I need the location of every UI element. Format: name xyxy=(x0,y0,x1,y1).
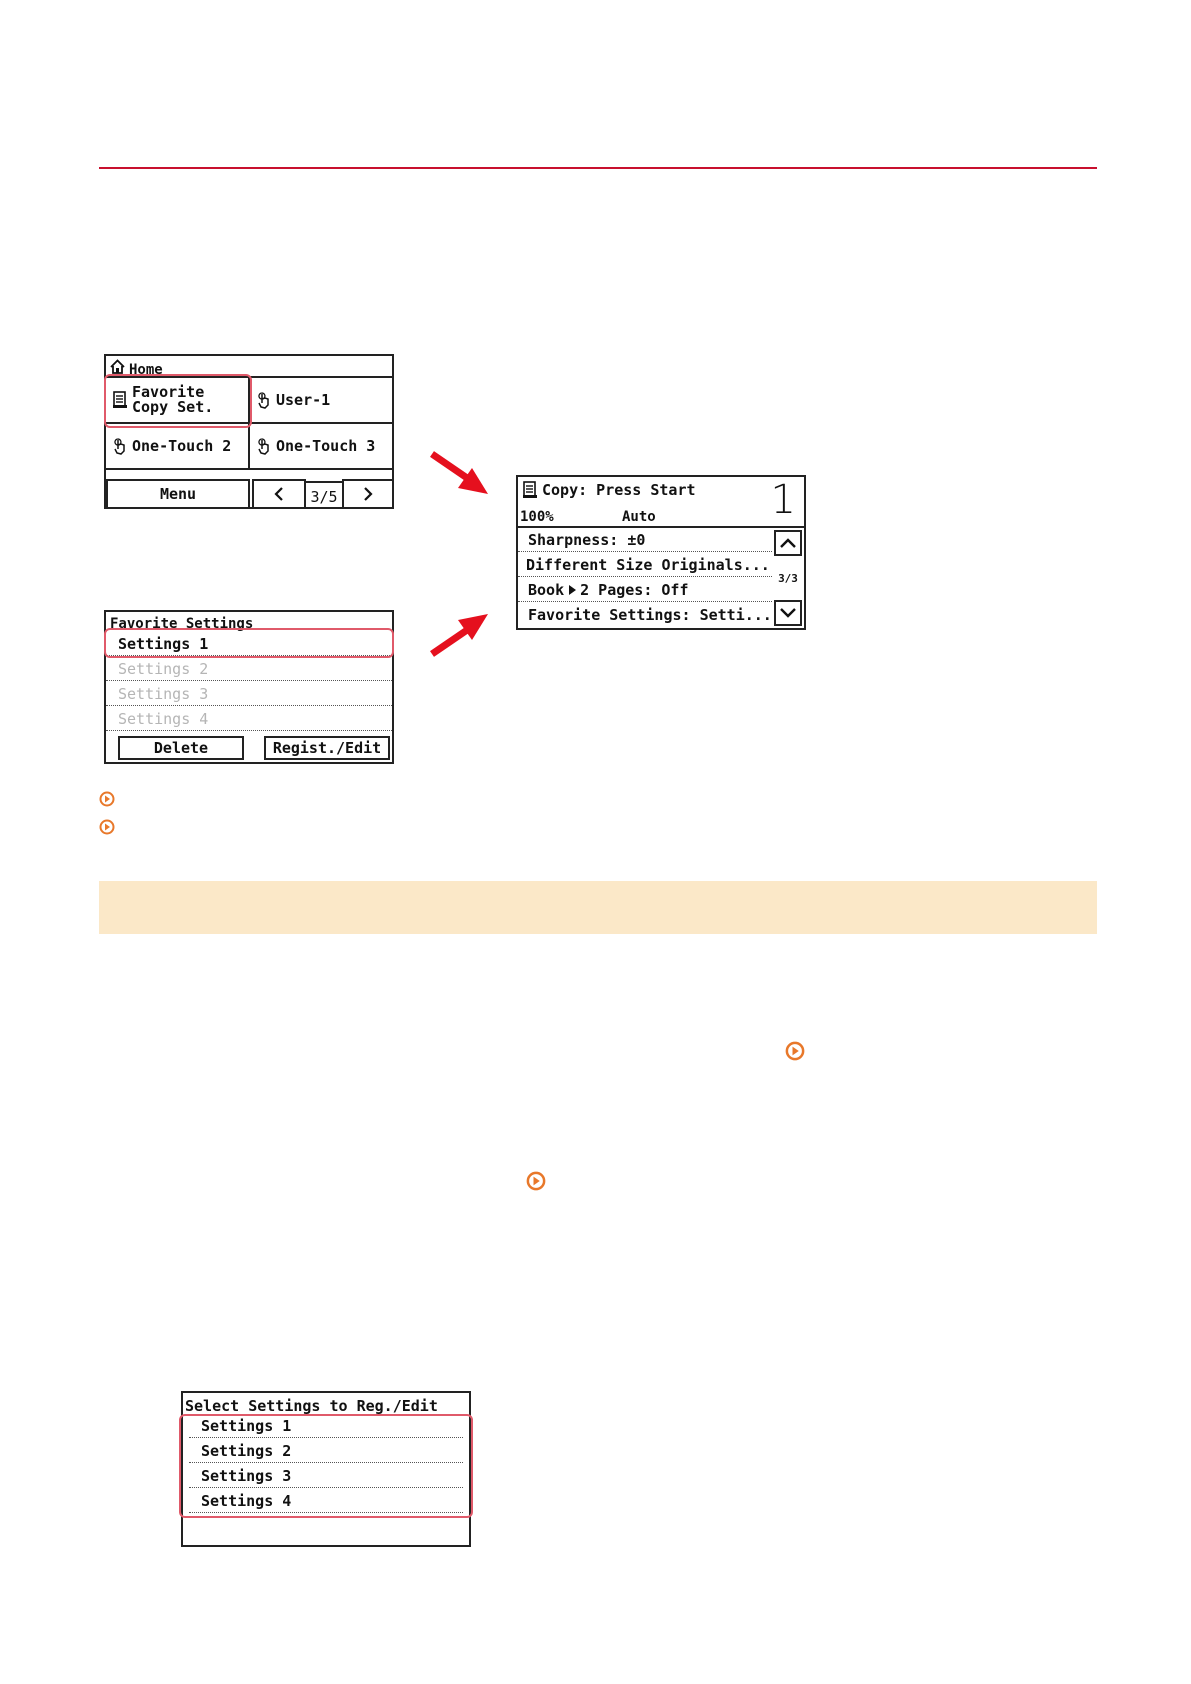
option-favorite-settings-label: Favorite Settings: Setti... xyxy=(528,606,772,624)
option-different-size[interactable] xyxy=(518,553,772,577)
tile-user-1[interactable] xyxy=(248,376,394,424)
touch-icon xyxy=(256,436,274,456)
option-sharpness-label: Sharpness: ±0 xyxy=(528,530,646,549)
triangle-right-icon xyxy=(567,584,577,596)
arrow-to-copy-screen-top xyxy=(428,450,490,496)
chevron-down-icon xyxy=(780,608,796,618)
tile-one-touch-3-label: One-Touch 3 xyxy=(276,437,376,455)
tile-one-touch-2[interactable] xyxy=(104,422,250,470)
arrow-to-copy-screen-bottom xyxy=(428,612,490,658)
select-item-1-label: Settings 1 xyxy=(201,1416,292,1435)
link-arrow-icon[interactable] xyxy=(99,791,115,807)
option-book-2-pages[interactable] xyxy=(518,578,772,602)
next-page-button[interactable] xyxy=(342,479,394,509)
highlight-settings-1 xyxy=(104,628,394,658)
select-item-3-label: Settings 3 xyxy=(201,1466,292,1485)
favorite-item-4-label: Settings 4 xyxy=(118,709,209,728)
page-indicator-text: 3/5 xyxy=(310,488,338,506)
copy-paper: Auto xyxy=(622,509,656,525)
select-item-4-label: Settings 4 xyxy=(201,1491,292,1510)
select-item-2-label: Settings 2 xyxy=(201,1441,292,1460)
option-different-size-label: Different Size Originals... xyxy=(526,555,770,574)
chevron-up-icon xyxy=(780,538,796,548)
favorite-item-2 xyxy=(106,657,392,681)
highlight-favorite-tile xyxy=(104,374,252,428)
tile-one-touch-2-label: One-Touch 2 xyxy=(132,437,232,455)
copy-ratio: 100% xyxy=(520,509,554,525)
favorite-item-4 xyxy=(106,707,392,731)
menu-button[interactable] xyxy=(106,479,250,509)
option-sharpness[interactable] xyxy=(518,528,772,552)
section-banner xyxy=(99,881,1097,934)
regist-edit-button-label: Regist./Edit xyxy=(272,739,382,757)
link-arrow-icon[interactable] xyxy=(526,1171,546,1191)
select-settings-title: Select Settings to Reg./Edit xyxy=(185,1397,438,1415)
regist-edit-button[interactable] xyxy=(264,736,390,760)
chevron-right-icon xyxy=(362,487,374,501)
option-2-pages-label: 2 Pages: Off xyxy=(580,580,689,599)
home-title: Home xyxy=(129,362,163,376)
copy-icon xyxy=(522,481,538,499)
favorite-item-2-label: Settings 2 xyxy=(118,659,209,678)
home-icon xyxy=(110,359,125,374)
page-indicator xyxy=(306,481,342,511)
favorite-settings-title: Favorite Settings xyxy=(110,616,254,632)
copy-count: 1 xyxy=(770,477,796,523)
favorite-item-1-label: Settings 1 xyxy=(118,634,209,653)
copy-screen xyxy=(516,475,806,630)
tile-one-touch-3[interactable] xyxy=(248,422,394,470)
favorite-item-3 xyxy=(106,682,392,706)
touch-icon xyxy=(112,436,130,456)
highlight-select-items xyxy=(179,1414,473,1518)
favorite-item-3-label: Settings 3 xyxy=(118,684,209,703)
copy-status-bar xyxy=(522,481,696,499)
header-rule xyxy=(99,167,1097,169)
touch-icon xyxy=(256,390,274,410)
delete-button-label: Delete xyxy=(153,739,209,757)
scroll-up-button[interactable] xyxy=(774,530,802,556)
scroll-page-indicator xyxy=(774,558,802,598)
menu-button-label: Menu xyxy=(159,485,197,503)
link-arrow-icon[interactable] xyxy=(99,819,115,835)
home-title-bar xyxy=(110,356,163,376)
option-favorite-settings[interactable] xyxy=(518,603,772,627)
scroll-down-button[interactable] xyxy=(774,600,802,626)
tile-favorite-line2: Copy Set. xyxy=(132,398,214,416)
option-book-label: Book xyxy=(528,580,565,599)
copy-status-text: Copy: Press Start xyxy=(542,481,696,499)
prev-page-button[interactable] xyxy=(252,479,306,509)
delete-button[interactable] xyxy=(118,736,244,760)
link-arrow-icon[interactable] xyxy=(785,1041,805,1061)
tile-favorite-line1: Favorite xyxy=(132,383,205,401)
chevron-left-icon xyxy=(273,487,285,501)
scroll-page-indicator-text: 3/3 xyxy=(778,571,798,585)
tile-user-1-label: User-1 xyxy=(276,391,331,409)
